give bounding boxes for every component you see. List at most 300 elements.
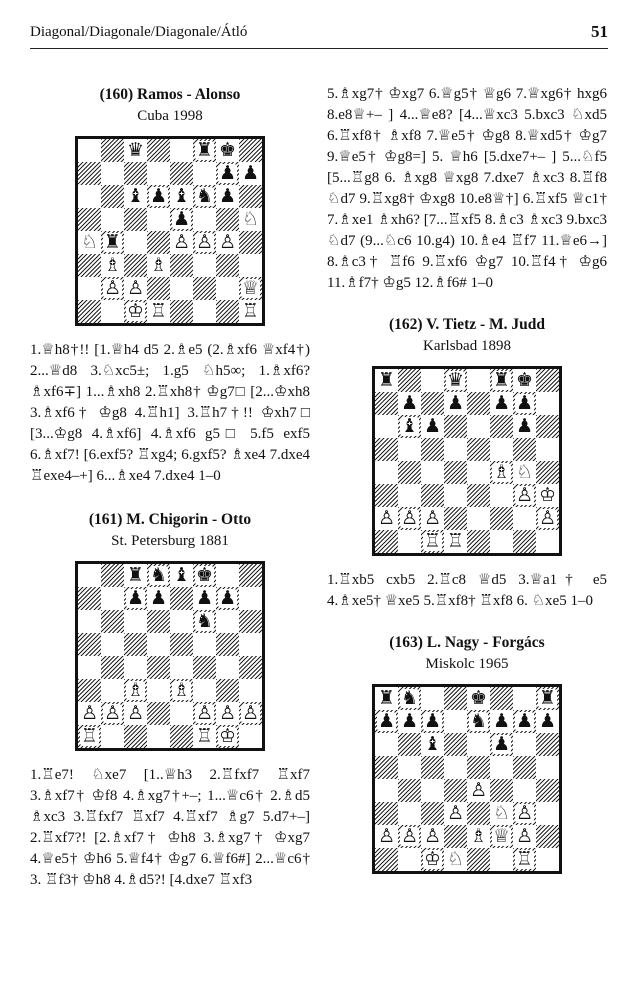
chess-piece: ♚: [515, 369, 534, 391]
board-square: [421, 530, 444, 553]
chess-piece: ♖: [446, 530, 465, 552]
board-square: [467, 415, 490, 438]
board-square: [193, 162, 216, 185]
board-square: [536, 530, 559, 553]
board-square: [170, 231, 193, 254]
chess-piece: ♙: [400, 825, 419, 847]
chess-piece: ♙: [377, 507, 396, 529]
board-square: [124, 254, 147, 277]
board-square: [467, 530, 490, 553]
chess-piece: ♗: [172, 679, 191, 701]
board-square: [147, 587, 170, 610]
board-square: [216, 231, 239, 254]
chess-piece: ♚: [195, 564, 214, 586]
board-square: [513, 848, 536, 871]
game-moves: 1.♖e7! ♘xe7 [1..♕h3 2.♖fxf7 ♖xf7 3.♗xf7† ♔f8 4.♗xg7†+–; 1...♕c6† 2.♗d5 ♗xc3 3.♖fxf7 ♖xf7 4.♖xf7 ♗g7 5.d7+–] 2.♖xf7?! [2.♗xf7† ♔h8 3.♗xg7† ♔xg7 4.♕e5† ♔h6 5.♕f4† ♔g7 6.♕f6#] 2...♕c6† 3. ♖f3† ♔h8 4.♗d5?! [4.dxe7 ♖xf3: [30, 767, 310, 888]
chess-piece: ♙: [218, 702, 237, 724]
board-square: [124, 185, 147, 208]
board-square: [536, 687, 559, 710]
board-square: [101, 725, 124, 748]
header-rule: [30, 48, 608, 49]
board-square: [375, 779, 398, 802]
board-square: [216, 185, 239, 208]
board-square: [490, 733, 513, 756]
board-square: [536, 825, 559, 848]
chess-piece: ♜: [126, 564, 145, 586]
board-square: [193, 208, 216, 231]
board-square: [536, 438, 559, 461]
board-square: [536, 484, 559, 507]
board-square: [216, 725, 239, 748]
board-square: [444, 779, 467, 802]
board-square: [216, 702, 239, 725]
board-square: [490, 687, 513, 710]
chess-piece: ♙: [241, 702, 260, 724]
board-square: [216, 208, 239, 231]
board-square: [101, 656, 124, 679]
board-square: [490, 710, 513, 733]
board-square: [375, 848, 398, 871]
board-square: [375, 461, 398, 484]
chess-piece: ♟: [241, 162, 260, 184]
chess-piece: ♝: [423, 733, 442, 755]
board-square: [513, 530, 536, 553]
board-square: [147, 208, 170, 231]
board-square: [216, 587, 239, 610]
chess-piece: ♚: [218, 139, 237, 161]
board-square: [467, 687, 490, 710]
board-square: [467, 733, 490, 756]
board-square: [147, 185, 170, 208]
board-square: [239, 656, 262, 679]
chess-piece: ♘: [241, 208, 260, 230]
board-square: [147, 725, 170, 748]
board-square: [444, 369, 467, 392]
chess-piece: ♙: [103, 702, 122, 724]
board-square: [124, 139, 147, 162]
board-square: [398, 507, 421, 530]
board-square: [193, 679, 216, 702]
chess-piece: ♟: [149, 587, 168, 609]
chess-piece: ♟: [218, 185, 237, 207]
chess-piece: ♟: [515, 415, 534, 437]
board-square: [490, 802, 513, 825]
board-square: [375, 756, 398, 779]
chess-piece: ♙: [400, 507, 419, 529]
board-square: [375, 415, 398, 438]
board-square: [239, 679, 262, 702]
board-square: [170, 679, 193, 702]
chess-piece: ♕: [492, 825, 511, 847]
board-square: [239, 725, 262, 748]
board-square: [78, 656, 101, 679]
chess-piece: ♟: [423, 710, 442, 732]
board-square: [101, 610, 124, 633]
chess-piece: ♙: [103, 277, 122, 299]
board-square: [444, 415, 467, 438]
board-square: [101, 277, 124, 300]
board-square: [398, 710, 421, 733]
board-square: [398, 802, 421, 825]
board-square: [147, 162, 170, 185]
board-square: [193, 725, 216, 748]
board-square: [467, 756, 490, 779]
board-square: [170, 277, 193, 300]
board-square: [101, 231, 124, 254]
board-square: [513, 507, 536, 530]
board-square: [78, 564, 101, 587]
board-square: [239, 208, 262, 231]
chess-piece: ♙: [172, 231, 191, 253]
board-square: [421, 825, 444, 848]
board-square: [170, 300, 193, 323]
board-square: [513, 687, 536, 710]
board-square: [444, 802, 467, 825]
board-square: [444, 438, 467, 461]
board-square: [490, 392, 513, 415]
chess-piece: ♜: [377, 687, 396, 709]
chess-piece: ♘: [515, 461, 534, 483]
chess-piece: ♜: [538, 687, 557, 709]
board-square: [101, 679, 124, 702]
chess-piece: ♝: [172, 185, 191, 207]
board-square: [375, 438, 398, 461]
board-square: [216, 162, 239, 185]
game-title: (163) L. Nagy - Forgács: [389, 634, 545, 651]
board-square: [216, 300, 239, 323]
board-square: [513, 825, 536, 848]
chess-piece: ♝: [126, 185, 145, 207]
board-square: [239, 564, 262, 587]
chess-piece: ♛: [126, 139, 145, 161]
board-square: [467, 802, 490, 825]
board-square: [216, 679, 239, 702]
board-square: [193, 300, 216, 323]
board-square: [124, 656, 147, 679]
game-event: Miskolc 1965: [425, 656, 509, 672]
board-square: [170, 208, 193, 231]
board-square: [101, 185, 124, 208]
game-event: St. Petersburg 1881: [111, 533, 229, 549]
board-square: [193, 702, 216, 725]
board-square: [147, 610, 170, 633]
board-square: [147, 656, 170, 679]
chess-piece: ♟: [377, 710, 396, 732]
board-square: [239, 254, 262, 277]
board-square: [147, 702, 170, 725]
board-square: [467, 484, 490, 507]
board-square: [421, 484, 444, 507]
game-title: (162) V. Tietz - M. Judd: [388, 316, 546, 333]
board-square: [536, 507, 559, 530]
chess-diagram: [372, 684, 562, 874]
board-square: [193, 564, 216, 587]
chess-piece: ♖: [241, 300, 260, 322]
chess-piece: ♙: [195, 702, 214, 724]
board-square: [444, 756, 467, 779]
chess-piece: ♕: [241, 277, 260, 299]
chess-piece: ♞: [149, 564, 168, 586]
board-square: [398, 484, 421, 507]
board-square: [101, 633, 124, 656]
board-square: [170, 702, 193, 725]
board-square: [78, 208, 101, 231]
chess-piece: ♖: [423, 530, 442, 552]
chess-piece: ♔: [218, 725, 237, 747]
board-square: [239, 702, 262, 725]
board-square: [193, 277, 216, 300]
chess-piece: ♗: [469, 825, 488, 847]
board-square: [375, 802, 398, 825]
board-square: [78, 185, 101, 208]
board-square: [124, 231, 147, 254]
board-square: [398, 415, 421, 438]
board-square: [193, 185, 216, 208]
board-square: [78, 679, 101, 702]
board-square: [239, 162, 262, 185]
board-square: [170, 656, 193, 679]
board-square: [101, 139, 124, 162]
chess-piece: ♞: [195, 610, 214, 632]
board-square: [170, 725, 193, 748]
chess-piece: ♚: [469, 687, 488, 709]
board-square: [193, 633, 216, 656]
board-square: [124, 725, 147, 748]
board-square: [375, 733, 398, 756]
board-square: [124, 564, 147, 587]
board-square: [513, 733, 536, 756]
game-moves: 1.♕h8†!! [1.♕h4 d5 2.♗e5 (2.♗xf6 ♕xf4†) 2...♕d8 3.♘xc5±; 1.g5 ♘h5∞; 1.♗xf6? ♗xf6∓] 1...♗xh8 2.♖xh8† ♔g7□ [2...♔xh8 3.♗xf6† ♔g8 4.♖h1] 3.♖h7†!! ♔xh7□ [3...♔g8 4.♗xf6] 4.♗xf6 g5□ 5.f5 exf5 6.♗xf7! [6.exf5? ♖xg4; 6.gxf5? ♗xe4 7.dxe4 ♖exe4–+] 6...♗xe4 7.dxe4 1–0: [30, 342, 310, 484]
board-square: [398, 848, 421, 871]
board-square: [124, 702, 147, 725]
board-square: [216, 610, 239, 633]
board-square: [398, 530, 421, 553]
board-square: [147, 231, 170, 254]
board-square: [467, 369, 490, 392]
board-square: [421, 507, 444, 530]
board-square: [375, 687, 398, 710]
chess-piece: ♙: [218, 231, 237, 253]
board-square: [467, 848, 490, 871]
chess-piece: ♞: [400, 687, 419, 709]
board-square: [101, 254, 124, 277]
chess-piece: ♟: [492, 710, 511, 732]
board-square: [147, 277, 170, 300]
board-square: [101, 300, 124, 323]
board-square: [513, 484, 536, 507]
board-square: [490, 530, 513, 553]
chess-diagram: [75, 136, 265, 326]
board-square: [170, 564, 193, 587]
board-square: [467, 461, 490, 484]
board-square: [421, 392, 444, 415]
board-square: [444, 461, 467, 484]
board-square: [398, 461, 421, 484]
board-square: [421, 802, 444, 825]
game-163: [327, 632, 607, 874]
board-square: [239, 587, 262, 610]
game-event: Karlsbad 1898: [423, 338, 511, 354]
board-square: [513, 438, 536, 461]
board-square: [193, 254, 216, 277]
running-title: Diagonal/Diagonale/Diagonale/Átló: [30, 24, 248, 40]
board-square: [444, 687, 467, 710]
board-square: [193, 231, 216, 254]
chess-piece: ♙: [538, 507, 557, 529]
board-square: [239, 139, 262, 162]
board-square: [147, 564, 170, 587]
board-square: [467, 392, 490, 415]
chess-piece: ♟: [400, 392, 419, 414]
chess-piece: ♙: [469, 779, 488, 801]
board-square: [513, 710, 536, 733]
chess-piece: ♟: [492, 392, 511, 414]
game-161: [30, 509, 310, 891]
board-square: [170, 139, 193, 162]
chess-piece: ♝: [172, 564, 191, 586]
board-square: [421, 848, 444, 871]
chess-piece: ♟: [538, 710, 557, 732]
chess-piece: ♞: [195, 185, 214, 207]
chess-piece: ♙: [446, 802, 465, 824]
board-square: [239, 231, 262, 254]
board-square: [467, 438, 490, 461]
chess-piece: ♟: [423, 415, 442, 437]
board-square: [490, 484, 513, 507]
board-square: [216, 564, 239, 587]
game-event: Cuba 1998: [137, 108, 203, 124]
board-square: [444, 484, 467, 507]
board-square: [375, 507, 398, 530]
board-square: [78, 277, 101, 300]
board-square: [124, 610, 147, 633]
chess-piece: ♟: [218, 162, 237, 184]
board-square: [170, 633, 193, 656]
board-square: [421, 369, 444, 392]
board-square: [536, 779, 559, 802]
chess-piece: ♖: [195, 725, 214, 747]
chess-piece: ♙: [515, 825, 534, 847]
chess-piece: ♜: [195, 139, 214, 161]
board-square: [216, 656, 239, 679]
board-square: [398, 825, 421, 848]
chess-piece: ♙: [195, 231, 214, 253]
chess-piece: ♟: [126, 587, 145, 609]
chess-piece: ♟: [515, 392, 534, 414]
chess-piece: ♟: [400, 710, 419, 732]
board-square: [170, 610, 193, 633]
chess-piece: ♟: [218, 587, 237, 609]
board-square: [101, 702, 124, 725]
board-square: [193, 139, 216, 162]
chess-piece: ♗: [103, 254, 122, 276]
board-square: [193, 587, 216, 610]
board-square: [398, 369, 421, 392]
board-square: [101, 162, 124, 185]
board-square: [78, 702, 101, 725]
chess-piece: ♟: [492, 733, 511, 755]
board-square: [78, 633, 101, 656]
board-square: [101, 587, 124, 610]
board-square: [513, 369, 536, 392]
board-square: [375, 825, 398, 848]
board-square: [124, 633, 147, 656]
game-title: (161) M. Chigorin - Otto: [88, 511, 252, 528]
chess-piece: ♖: [515, 848, 534, 870]
chess-piece: ♙: [515, 802, 534, 824]
chess-piece: ♙: [423, 825, 442, 847]
chess-piece: ♟: [446, 392, 465, 414]
board-square: [421, 438, 444, 461]
board-square: [124, 162, 147, 185]
board-square: [444, 825, 467, 848]
right-column: [327, 84, 607, 888]
board-square: [536, 802, 559, 825]
board-square: [124, 277, 147, 300]
board-square: [216, 139, 239, 162]
board-square: [147, 633, 170, 656]
board-square: [216, 277, 239, 300]
board-square: [444, 392, 467, 415]
board-square: [536, 392, 559, 415]
board-square: [78, 231, 101, 254]
game-162: [327, 314, 607, 612]
chess-piece: ♙: [423, 507, 442, 529]
board-square: [398, 733, 421, 756]
chess-piece: ♞: [469, 710, 488, 732]
board-square: [444, 507, 467, 530]
board-square: [398, 756, 421, 779]
board-square: [147, 139, 170, 162]
chess-diagram: [75, 561, 265, 751]
board-square: [467, 710, 490, 733]
board-square: [421, 779, 444, 802]
board-square: [513, 461, 536, 484]
board-square: [421, 415, 444, 438]
chess-piece: ♝: [400, 415, 419, 437]
board-square: [490, 461, 513, 484]
board-square: [513, 415, 536, 438]
board-square: [444, 733, 467, 756]
chess-piece: ♙: [80, 702, 99, 724]
chess-piece: ♜: [103, 231, 122, 253]
chess-piece: ♛: [446, 369, 465, 391]
board-square: [467, 825, 490, 848]
board-square: [490, 848, 513, 871]
board-square: [421, 756, 444, 779]
game-moves-continued: 5.♗xg7† ♔xg7 6.♕g5† ♕g6 7.♕xg6† hxg6 8.e8♕+– ] 4...♕e8? [4...♕xc3 5.bxc3 ♘xd5 6.♖xf8† ♗xf8 7.♕e5† ♔g8 8.♕xd5† ♔g7 9.♕e5† ♔g8=] 5. ♕h6 [5.dxe7+– ] 5...♘f5 [5...♖g8 6. ♗xg8 ♕xg8 7.dxe7 ♗xc3 8.♖f8 ♘d7 9.♖xg8† ♔xg8 10.e8♕†] 6.♖xf5 ♕c1† 7.♗xe1 ♗xh6? [7...♖xf5 8.♗c3 ♗xc3 9.bxc3 ♘d7 (9...♘c6 10.g4) 10.♗e4 ♖f7 11.♕e6→] 8.♗c3† ♖f6 9.♖xf6 ♔g7 10.♖f4† ♔g6 11.♗f7† ♔g5 12.♗f6# 1–0: [327, 86, 607, 291]
board-square: [421, 461, 444, 484]
chess-piece: ♙: [126, 702, 145, 724]
board-square: [78, 162, 101, 185]
board-square: [513, 779, 536, 802]
chess-piece: ♙: [515, 484, 534, 506]
board-square: [490, 438, 513, 461]
game-160: [30, 84, 310, 487]
board-square: [490, 779, 513, 802]
board-square: [193, 610, 216, 633]
game-title: (160) Ramos - Alonso: [99, 86, 241, 103]
board-square: [375, 392, 398, 415]
board-square: [398, 392, 421, 415]
board-square: [467, 779, 490, 802]
chess-piece: ♜: [492, 369, 511, 391]
chess-piece: ♘: [446, 848, 465, 870]
board-square: [78, 300, 101, 323]
board-square: [513, 392, 536, 415]
left-column: [30, 84, 310, 891]
board-square: [444, 710, 467, 733]
